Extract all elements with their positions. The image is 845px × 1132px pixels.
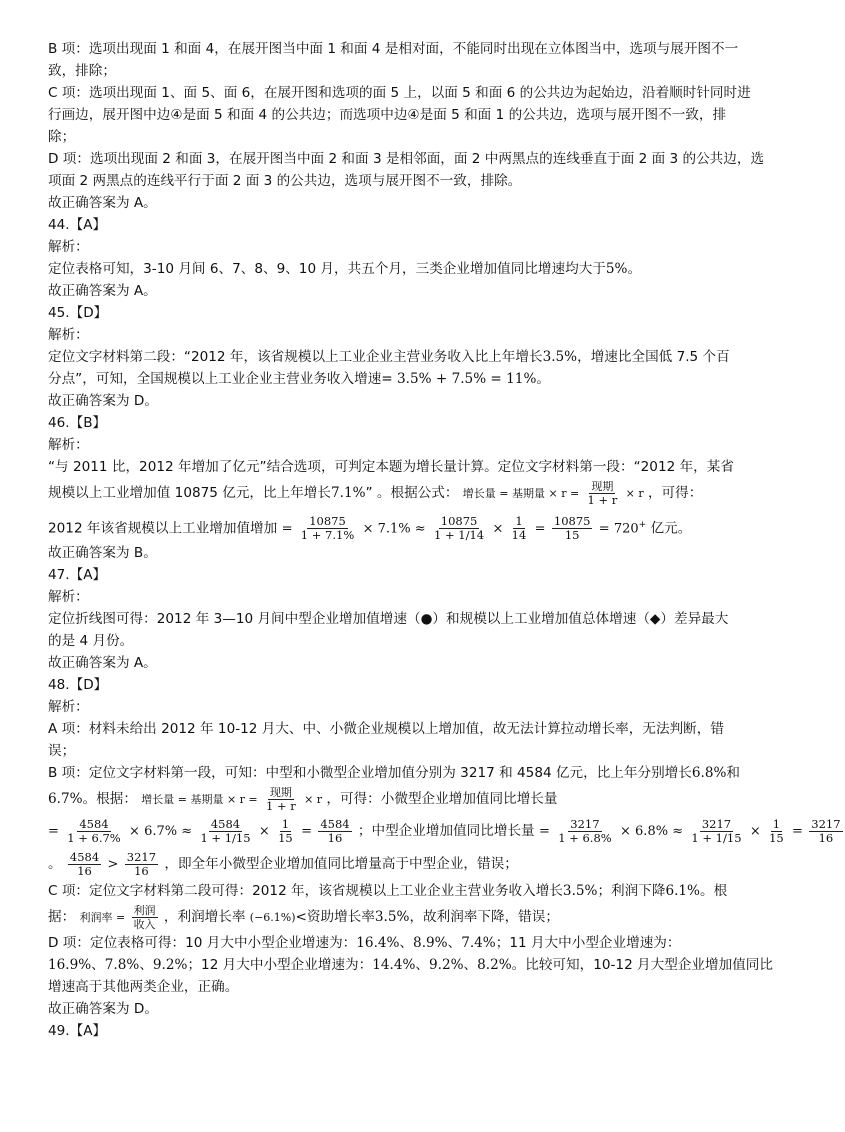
math: 6.1% xyxy=(665,883,700,899)
text: ；中型企业增加值同比增长量 xyxy=(357,823,535,839)
math: = xyxy=(534,521,546,537)
denominator: 16 xyxy=(77,863,92,878)
numerator: 现期 xyxy=(269,785,292,799)
denominator: 1 + 7.1% xyxy=(300,528,355,543)
text: ，即全年小微型企业增加值同比增量高于中型企业，错误； xyxy=(164,856,518,872)
numerator: 4584 xyxy=(69,849,100,864)
fraction xyxy=(809,818,842,845)
math: 14.4%、9.2%、8.2% xyxy=(372,957,512,973)
text: 规模以上工业增加值 10875 亿元，比上年增长 xyxy=(48,485,331,501)
math: 5% xyxy=(605,261,628,277)
fraction xyxy=(432,515,486,542)
denominator: 16 xyxy=(818,830,834,845)
text-line xyxy=(48,368,760,390)
text-line xyxy=(48,954,773,976)
math: × xyxy=(749,824,761,839)
numerator: 3217 xyxy=(126,849,157,864)
question-number: 48.【D】 xyxy=(48,677,108,693)
question-number: 49.【A】 xyxy=(48,1023,107,1039)
fraction xyxy=(510,515,529,542)
text-line xyxy=(48,932,760,954)
text-line: 致，排除； xyxy=(48,63,116,79)
denominator: 15 xyxy=(564,528,580,543)
numerator: 10875 xyxy=(309,514,346,529)
text: 亿元。 xyxy=(650,520,692,537)
math: × 7.1% ≈ xyxy=(362,521,426,537)
formula-text: 增长量 = 基期量 × r = xyxy=(141,793,258,806)
text: 。 xyxy=(627,261,642,277)
math: = 720 xyxy=(598,521,639,537)
text-line xyxy=(48,258,760,280)
formula-text: × r xyxy=(304,793,323,806)
answer-line: 故正确答案为 D。 xyxy=(48,393,158,409)
question-number: 44.【A】 xyxy=(48,217,107,233)
analysis-label: 解析： xyxy=(48,699,89,715)
text-line xyxy=(48,762,760,784)
numerator: 利润 xyxy=(133,903,156,917)
math: = xyxy=(301,824,312,839)
text: ；11 月大中小型企业增速为： xyxy=(495,935,681,951)
text: 和 xyxy=(726,765,741,781)
text: 。 xyxy=(536,371,550,387)
fraction xyxy=(276,818,295,845)
math: × 6.8% ≈ xyxy=(620,824,684,839)
text: ，故利润率下降，错误； xyxy=(409,909,559,925)
answer-line: 故正确答案为 D。 xyxy=(48,1001,158,1017)
question-number: 46.【B】 xyxy=(48,415,107,431)
denominator: 14 xyxy=(511,528,527,543)
numerator: 1 xyxy=(515,514,523,529)
text: ” xyxy=(365,485,373,501)
math: = xyxy=(48,824,59,839)
text: 。根 xyxy=(699,883,728,899)
math: 3.5% xyxy=(374,909,410,925)
text-line: 项面 2 两黑点的连线平行于面 2 面 3 的公共边，选项与展开图不一致，排除。 xyxy=(48,173,522,189)
text-line xyxy=(48,848,760,880)
text-line xyxy=(48,814,841,848)
text-line xyxy=(48,508,760,542)
numerator: 1 xyxy=(281,816,290,831)
formula-text: 增长量 = 基期量 × r = xyxy=(462,487,580,500)
math: × 6.7% ≈ xyxy=(129,824,193,839)
text: 2012 年该省规模以上工业增加值增加 xyxy=(48,520,278,537)
math: × xyxy=(258,824,270,839)
denominator: 1 + 6.8% xyxy=(558,830,612,845)
math: 6.7% xyxy=(48,791,83,807)
denominator: 16 xyxy=(134,863,149,878)
text: C 项：定位文字材料第二段可得：2012 年，该省规模以上工业企业主营业务收入增长 xyxy=(48,883,563,899)
analysis-label: 解析： xyxy=(48,437,89,453)
document-page xyxy=(48,38,841,1042)
text: B 项：定位文字材料第一段，可知：中型和小微型企业增加值分别为 3217 和 4584 亿元，比上年分别增长 xyxy=(48,765,692,781)
fraction xyxy=(68,851,101,878)
math: × xyxy=(492,521,504,537)
analysis-label: 解析： xyxy=(48,239,89,255)
math: = xyxy=(281,521,293,537)
answer-line: 故正确答案为 A。 xyxy=(48,195,157,211)
text-line xyxy=(48,346,760,368)
text: ，利润增长率 xyxy=(163,909,246,925)
numerator: 4584 xyxy=(79,816,109,831)
text: 。根据公式： xyxy=(376,485,459,501)
numerator: 现期 xyxy=(591,479,614,493)
denominator: 16 xyxy=(327,830,343,845)
text: D 项：定位表格可得：10 月大中小型企业增速为： xyxy=(48,935,357,951)
text: 定位表格可知，3-10 月间 6、7、8、9、10 月，共五个月，三类企业增加值同比增速均大于 xyxy=(48,261,606,277)
text-line: 增速高于其他两类企业，正确。 xyxy=(48,979,239,995)
fraction xyxy=(198,818,252,845)
math: 7.1% xyxy=(330,485,366,501)
numerator: 10875 xyxy=(553,514,591,529)
text: ；12 月大中小型企业增速为： xyxy=(187,957,373,973)
denominator: 收入 xyxy=(133,917,156,931)
denominator: 1 + 6.7% xyxy=(67,830,121,845)
fraction xyxy=(318,818,351,845)
answer-line: 故正确答案为 A。 xyxy=(48,283,157,299)
fraction xyxy=(299,515,356,542)
math: + xyxy=(638,520,647,530)
denominator: 1 + 1/15 xyxy=(200,830,251,845)
math: 6.8% xyxy=(691,765,727,781)
numerator: 4584 xyxy=(210,816,241,831)
text-line: 除； xyxy=(48,129,76,145)
fraction xyxy=(65,818,122,845)
math: = xyxy=(538,824,550,839)
text: 。比较可知，10-12 月大型企业增加值同比 xyxy=(511,957,773,973)
answer-line: 故正确答案为 A。 xyxy=(48,655,157,671)
math: 16.9%、7.8%、9.2% xyxy=(48,957,188,973)
question-number: 45.【D】 xyxy=(48,305,108,321)
math: = xyxy=(792,824,803,839)
fraction xyxy=(264,786,298,813)
numerator: 3217 xyxy=(570,816,600,831)
question-number: 47.【A】 xyxy=(48,567,107,583)
numerator: 1 xyxy=(772,816,781,831)
numerator: 10875 xyxy=(440,514,478,529)
text-line: 定位折线图可得：2012 年 3—10 月间中型企业增加值增速（●）和规模以上工业增加值总体增速（◆）差异最大 xyxy=(48,611,729,627)
denominator: 15 xyxy=(769,830,784,845)
denominator: 15 xyxy=(278,830,293,845)
text-line: B 项：选项出现面 1 和面 4，在展开图当中面 1 和面 4 是相对面，不能同时出现在立体图当中，选项与展开图不一 xyxy=(48,41,739,57)
math: > xyxy=(107,857,119,872)
text: 。根据： xyxy=(82,791,137,807)
text: <资助增长率 xyxy=(295,909,375,925)
text-line: 行画边，展开图中边④是面 5 和面 4 的公共边；而选项中边④是面 5 和面 1 的公共边，选项与展开图不一致，排 xyxy=(48,107,727,123)
text: 据： xyxy=(48,909,76,925)
formula-text: × r xyxy=(625,487,644,500)
denominator: 1 + r xyxy=(265,798,296,813)
fraction xyxy=(125,851,158,878)
fraction xyxy=(552,515,593,542)
numerator: 3217 xyxy=(811,816,841,831)
math: = 3.5% + 7.5% = 11% xyxy=(381,371,537,387)
numerator: 3217 xyxy=(701,816,732,831)
denominator: 1 + r xyxy=(587,492,618,507)
text: ，可得：小微型企业增加值同比增长量 xyxy=(326,791,558,807)
analysis-label: 解析： xyxy=(48,589,89,605)
math: (−6.1%) xyxy=(249,911,296,924)
text-line: A 项：材料未给出 2012 年 10-12 月大、中、小微企业规模以上增加值，故无法计算拉动增长率，无法判断，错 xyxy=(48,721,724,737)
text-line xyxy=(48,784,760,814)
formula-text: 利润率 = xyxy=(79,911,126,924)
text-line: C 项：选项出现面 1、面 5、面 6，在展开图和选项的面 5 上，以面 5 和面 6 的公共边为起始边，沿着顺时针同时进 xyxy=(48,85,751,101)
text: 分点”，可知，全国规模以上工业企业主营业务收入增速 xyxy=(48,371,382,387)
text-line: 的是 4 月份。 xyxy=(48,633,134,649)
fraction xyxy=(767,818,786,845)
denominator: 1 + 1/15 xyxy=(691,830,742,845)
math: 3.5% xyxy=(542,349,578,365)
numerator: 4584 xyxy=(320,816,350,831)
text-line: D 项：选项出现面 2 和面 3，在展开图当中面 2 和面 3 是相邻面，面 2 中两黑点的连线垂直于面 2 面 3 的公共边，选 xyxy=(48,151,765,167)
fraction xyxy=(689,818,743,845)
fraction xyxy=(556,818,613,845)
text: ，增速比全国低 7.5 个百 xyxy=(577,349,730,365)
text-line xyxy=(48,478,760,508)
text: 定位文字材料第二段：“2012 年，该省规模以上工业企业主营业务收入比上年增长 xyxy=(48,349,543,365)
text: 。 xyxy=(48,856,62,872)
text: ，可得： xyxy=(647,485,703,501)
fraction xyxy=(132,904,158,931)
math: 16.4%、8.9%、7.4% xyxy=(356,935,496,951)
math: 3.5% xyxy=(562,883,598,899)
text: ；利润下降 xyxy=(597,883,666,899)
text-line xyxy=(48,902,760,932)
fraction xyxy=(586,480,620,507)
answer-line: 故正确答案为 B。 xyxy=(48,545,157,561)
analysis-label: 解析： xyxy=(48,327,89,343)
text-line: “与 2011 比，2012 年增加了亿元”结合选项，可判定本题为增长量计算。定位文字材料第一段：“2012 年，某省 xyxy=(48,459,734,475)
text-line: 误； xyxy=(48,743,76,759)
denominator: 1 + 1/14 xyxy=(434,528,485,543)
text-line xyxy=(48,880,760,902)
